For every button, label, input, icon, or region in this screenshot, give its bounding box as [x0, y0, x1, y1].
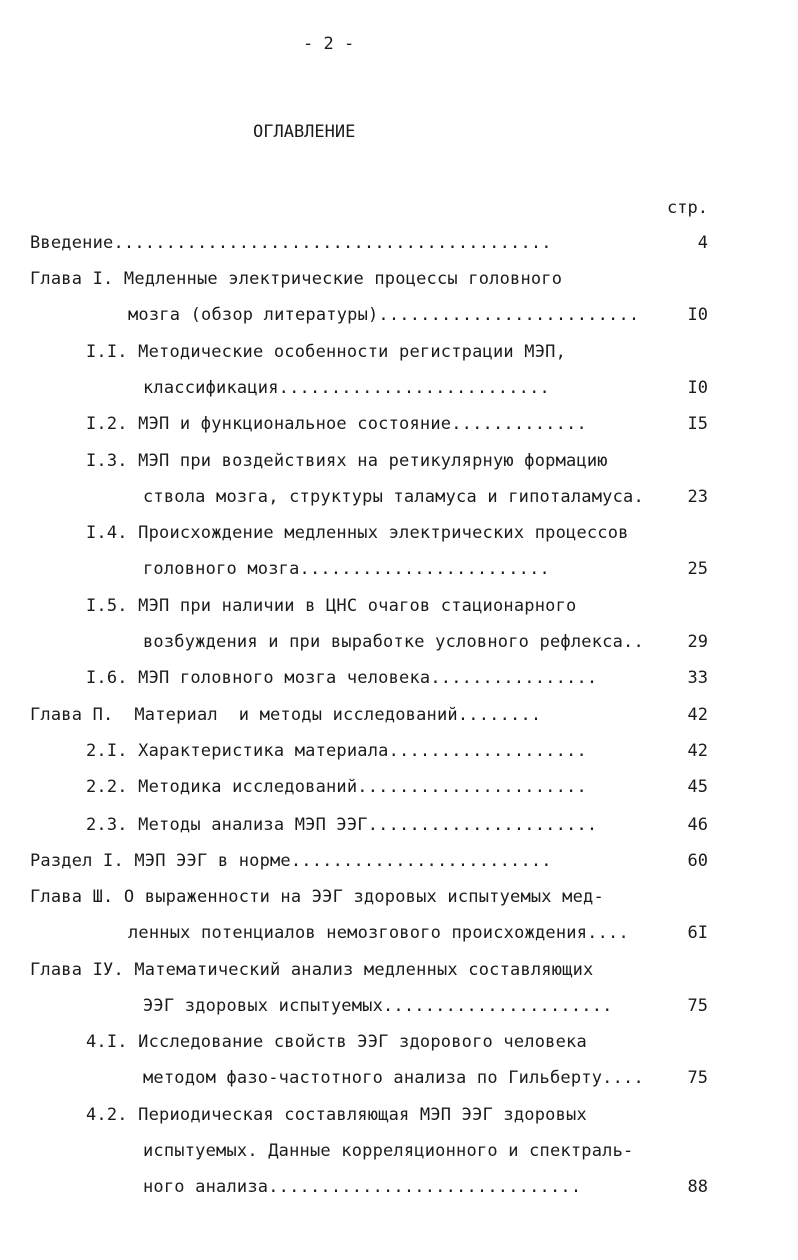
- toc-entry-text: 4.2. Периодическая составляющая МЭП ЭЭГ здоровых: [86, 1105, 587, 1125]
- toc-page-number: 42: [687, 705, 708, 725]
- page-number: - 2 -: [303, 34, 355, 54]
- toc-entry-text: ного анализа..............................: [143, 1177, 582, 1197]
- toc-entry-text: I.I. Методические особенности регистрации МЭП,: [86, 342, 567, 362]
- toc-page-number: 33: [687, 668, 708, 688]
- toc-entry-text: Введение..........................................: [30, 233, 552, 253]
- toc-page-number: 6I: [687, 923, 708, 943]
- toc-page-number: 25: [687, 559, 708, 579]
- toc-entry-text: 2.I. Характеристика материала...................: [86, 741, 587, 761]
- toc-page-number: 60: [687, 851, 708, 871]
- page-column-label: стр.: [667, 198, 708, 218]
- toc-entry-text: I.3. МЭП при воздействиях на ретикулярную формацию: [86, 451, 608, 471]
- toc-entry-text: 4.I. Исследование свойств ЭЭГ здорового человека: [86, 1032, 587, 1052]
- toc-entry-text: мозга (обзор литературы).........................: [128, 305, 640, 325]
- toc-entry-text: I.2. МЭП и функциональное состояние.............: [86, 414, 587, 434]
- toc-page-number: 75: [687, 996, 708, 1016]
- toc-entry-text: ствола мозга, структуры таламуса и гипоталамуса.: [143, 487, 644, 507]
- toc-entry-text: головного мозга........................: [143, 559, 550, 579]
- toc-entry-text: 2.3. Методы анализа МЭП ЭЭГ......................: [86, 815, 598, 835]
- toc-page-number: 4: [697, 233, 708, 253]
- toc-page-number: I5: [687, 414, 708, 434]
- toc-page-number: 75: [687, 1068, 708, 1088]
- toc-entry-text: классификация..........................: [143, 378, 550, 398]
- toc-page-number: I0: [687, 378, 708, 398]
- toc-entry-text: 2.2. Методика исследований......................: [86, 777, 587, 797]
- toc-entry-text: ленных потенциалов немозгового происхождения....: [128, 923, 629, 943]
- toc-entry-text: I.5. МЭП при наличии в ЦНС очагов стационарного: [86, 596, 577, 616]
- toc-page-number: 88: [687, 1177, 708, 1197]
- toc-page-number: 23: [687, 487, 708, 507]
- toc-entry-text: Раздел I. МЭП ЭЭГ в норме.........................: [30, 851, 552, 871]
- toc-entry-text: Глава IУ. Математический анализ медленных составляющих: [30, 960, 594, 980]
- toc-page-number: 46: [687, 815, 708, 835]
- toc-entry-text: I.6. МЭП головного мозга человека................: [86, 668, 598, 688]
- toc-page-number: 45: [687, 777, 708, 797]
- toc-entry-text: методом фазо-частотного анализа по Гильберту....: [143, 1068, 644, 1088]
- toc-page-number: I0: [687, 305, 708, 325]
- toc-title: ОГЛАВЛЕНИЕ: [253, 122, 356, 142]
- toc-entry-text: Глава П. Материал и методы исследований........: [30, 705, 542, 725]
- toc-entry-text: ЭЭГ здоровых испытуемых......................: [143, 996, 613, 1016]
- toc-entry-text: I.4. Происхождение медленных электрических процессов: [86, 523, 629, 543]
- toc-entry-text: возбуждения и при выработке условного рефлекса..: [143, 632, 644, 652]
- toc-entry-text: испытуемых. Данные корреляционного и спектраль-: [143, 1141, 634, 1161]
- toc-page-number: 42: [687, 741, 708, 761]
- toc-page-number: 29: [687, 632, 708, 652]
- toc-entry-text: Глава Ш. О выраженности на ЭЭГ здоровых испытуемых мед-: [30, 887, 604, 907]
- toc-entry-text: Глава I. Медленные электрические процессы головного: [30, 269, 563, 289]
